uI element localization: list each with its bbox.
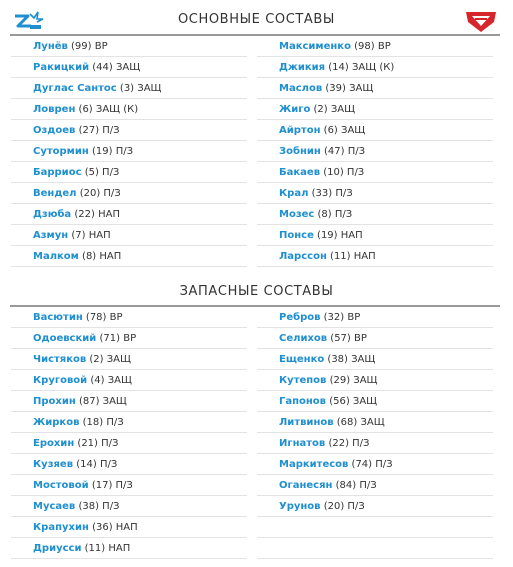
player-name-link[interactable]: Селихов [279, 333, 328, 344]
player-number: (20) [79, 188, 101, 199]
player-name-link[interactable]: Дзюба [33, 209, 72, 220]
player-position: НАП [108, 543, 131, 554]
player-row[interactable] [257, 141, 493, 162]
player-position: П/З [99, 459, 118, 470]
player-name-link[interactable]: Оздоев [33, 125, 76, 136]
player-row[interactable] [11, 349, 247, 370]
player-number: (10) [323, 167, 344, 178]
player-name-link[interactable]: Бакаев [279, 167, 321, 178]
subs-title: ЗАПАСНЫЕ СОСТАВЫ [179, 284, 334, 299]
player-row[interactable] [11, 328, 247, 349]
player-name-link[interactable]: Урунов [279, 501, 321, 512]
player-name-link[interactable]: Кутепов [279, 375, 327, 386]
player-position: ЗАЩ [330, 104, 356, 115]
player-position: ЗАЩ [341, 125, 366, 136]
player-number: (2) [89, 354, 104, 365]
player-position: ЗАЩ [349, 83, 374, 94]
player-name-link[interactable]: Литвинов [279, 417, 334, 428]
starting-away-list [257, 36, 493, 267]
player-number: (17) [91, 480, 113, 491]
player-row[interactable] [257, 246, 493, 267]
player-number: (22) [74, 209, 95, 220]
player-row[interactable] [257, 328, 493, 349]
player-row[interactable] [11, 475, 247, 496]
player-row[interactable] [257, 370, 493, 391]
player-position: П/З [102, 167, 120, 178]
player-number: (6) [323, 125, 338, 136]
player-position: П/З [103, 188, 121, 199]
player-position: ВР [109, 312, 123, 323]
player-number: (4) [90, 375, 105, 386]
player-number: (11) [330, 251, 351, 262]
player-name-link[interactable]: Ребров [279, 312, 321, 323]
player-row[interactable] [11, 36, 247, 57]
player-row[interactable] [257, 162, 493, 183]
player-name-link[interactable]: Ловрен [33, 104, 76, 115]
player-position: П/З [334, 209, 353, 220]
player-row[interactable] [11, 141, 247, 162]
player-name-link[interactable]: Жирков [33, 417, 80, 428]
player-position: ЗАЩ [137, 83, 162, 94]
spartak-logo-icon [464, 8, 498, 34]
player-number: (74) [351, 459, 373, 470]
player-number: (8) [82, 251, 97, 262]
player-number: (3) [119, 83, 135, 94]
player-number: (38) [78, 501, 99, 512]
player-number: (39) [325, 83, 346, 94]
player-number: (22) [328, 438, 349, 449]
player-number: (6) [78, 104, 93, 115]
player-number: (32) [323, 312, 345, 323]
empty-row [257, 538, 493, 559]
player-number: (33) [311, 188, 333, 199]
player-row[interactable] [11, 162, 247, 183]
player-position: НАП [98, 209, 120, 220]
player-number: (57) [330, 333, 351, 344]
player-row[interactable] [257, 475, 493, 496]
player-number: (5) [84, 167, 99, 178]
player-number: (38) [327, 354, 348, 365]
player-position: ЗАЩ [352, 396, 378, 407]
player-name-link[interactable]: Максименко [279, 41, 351, 52]
player-position: П/З [335, 188, 353, 199]
player-row[interactable] [11, 412, 247, 433]
player-position: НАП [340, 230, 363, 241]
player-number: (44) [92, 62, 113, 73]
player-name-link[interactable]: Дриусси [33, 543, 82, 554]
player-number: (2) [313, 104, 328, 115]
player-number: (27) [78, 125, 100, 136]
player-name-link[interactable]: Айртон [279, 125, 321, 136]
player-row[interactable] [11, 78, 247, 99]
player-position: НАП [115, 522, 138, 533]
player-row[interactable] [257, 412, 493, 433]
player-position: ЗАЩ [360, 417, 385, 428]
player-position: ВР [94, 41, 108, 52]
player-row[interactable] [257, 78, 493, 99]
player-number: (19) [317, 230, 338, 241]
player-position: НАП [88, 230, 111, 241]
player-name-link[interactable]: Прохин [33, 396, 76, 407]
player-position: П/З [101, 438, 119, 449]
player-name-link[interactable]: Зобнин [279, 146, 321, 157]
player-number: (19) [91, 146, 113, 157]
player-number: (29) [329, 375, 351, 386]
player-number: (98) [354, 41, 375, 52]
player-number: (18) [82, 417, 104, 428]
player-row[interactable] [11, 204, 247, 225]
player-name-link[interactable]: Игнатов [279, 438, 326, 449]
player-row[interactable] [11, 183, 247, 204]
player-row[interactable] [257, 433, 493, 454]
player-position: ВР [347, 312, 361, 323]
player-position: П/З [375, 459, 393, 470]
player-name-link[interactable]: Маркитесов [279, 459, 349, 470]
player-row[interactable] [257, 204, 493, 225]
player-row[interactable] [11, 99, 247, 120]
player-row[interactable] [257, 99, 493, 120]
player-number: (21) [77, 438, 98, 449]
player-row[interactable] [257, 496, 493, 517]
player-position: ЗАЩ [102, 396, 127, 407]
player-row[interactable] [11, 120, 247, 141]
player-position: ЗАЩ [353, 375, 378, 386]
player-position: ЗАЩ (К) [95, 104, 139, 115]
player-position: ВР [377, 41, 391, 52]
starting-lineups-title: ОСНОВНЫЕ СОСТАВЫ [177, 12, 336, 27]
player-name-link[interactable]: Понсе [279, 230, 314, 241]
player-name-link[interactable]: Маслов [279, 83, 323, 94]
player-position: П/З [359, 480, 377, 491]
player-position: П/З [115, 146, 133, 157]
player-name-link[interactable]: Дуглас Сантос [33, 83, 117, 94]
player-number: (14) [328, 62, 349, 73]
player-name-link[interactable]: Малком [33, 251, 79, 262]
player-row[interactable] [11, 57, 247, 78]
empty-row [257, 517, 493, 538]
player-position: П/З [347, 146, 366, 157]
player-position: П/З [106, 417, 124, 428]
player-row[interactable] [11, 246, 247, 267]
player-name-link[interactable]: Жиго [279, 104, 311, 115]
player-position: НАП [99, 251, 122, 262]
player-row[interactable] [11, 454, 247, 475]
starting-home-list [11, 36, 247, 267]
player-name-link[interactable]: Ерохин [33, 438, 75, 449]
player-number: (14) [76, 459, 97, 470]
player-position: ЗАЩ [116, 62, 141, 73]
player-name-link[interactable]: Кузяев [33, 459, 74, 470]
player-number: (7) [71, 230, 86, 241]
player-position: НАП [353, 251, 376, 262]
player-number: (71) [99, 333, 121, 344]
player-name-link[interactable]: Оганесян [279, 480, 333, 491]
player-number: (36) [92, 522, 113, 533]
player-name-link[interactable]: Одоевский [33, 333, 97, 344]
player-number: (78) [85, 312, 107, 323]
player-name-link[interactable]: Крапухин [33, 522, 89, 533]
player-name-link[interactable]: Крал [279, 188, 309, 199]
player-row[interactable] [11, 307, 247, 328]
player-row[interactable] [257, 183, 493, 204]
player-row[interactable] [11, 433, 247, 454]
player-name-link[interactable]: Чистяков [33, 354, 87, 365]
player-number: (87) [78, 396, 100, 407]
player-name-link[interactable]: Азмун [33, 230, 69, 241]
player-row[interactable] [11, 496, 247, 517]
player-name-link[interactable]: Лунёв [33, 41, 68, 52]
player-row[interactable] [257, 349, 493, 370]
player-number: (68) [336, 417, 358, 428]
player-position: ВР [123, 333, 137, 344]
player-position: П/З [102, 501, 120, 512]
player-row[interactable] [257, 57, 493, 78]
subs-away-list [257, 307, 493, 559]
player-row[interactable] [11, 538, 247, 559]
player-position: П/З [115, 480, 133, 491]
player-number: (20) [323, 501, 345, 512]
player-number: (99) [71, 41, 92, 52]
player-row[interactable] [257, 307, 493, 328]
player-number: (56) [329, 396, 350, 407]
player-name-link[interactable]: Васютин [33, 312, 83, 323]
player-row[interactable] [257, 225, 493, 246]
player-row[interactable] [11, 370, 247, 391]
player-position: ВР [354, 333, 367, 344]
player-position: ЗАЩ [107, 375, 132, 386]
player-row[interactable] [11, 225, 247, 246]
player-number: (8) [317, 209, 332, 220]
player-position: П/З [346, 167, 365, 178]
player-row[interactable] [257, 454, 493, 475]
player-name-link[interactable]: Вендел [33, 188, 77, 199]
player-row[interactable] [257, 36, 493, 57]
player-name-link[interactable]: Ещенко [279, 354, 325, 365]
player-position: ЗАЩ [351, 354, 376, 365]
player-row[interactable] [11, 391, 247, 412]
player-name-link[interactable]: Ракицкий [33, 62, 90, 73]
subs-home-list [11, 307, 247, 559]
player-name-link[interactable]: Круговой [33, 375, 88, 386]
player-name-link[interactable]: Гапонов [279, 396, 327, 407]
player-row[interactable] [11, 517, 247, 538]
player-name-link[interactable]: Мозес [279, 209, 315, 220]
player-name-link[interactable]: Сутормин [33, 146, 89, 157]
player-name-link[interactable]: Мостовой [33, 480, 89, 491]
player-position: ЗАЩ (К) [352, 62, 395, 73]
player-name-link[interactable]: Ларссон [279, 251, 327, 262]
player-position: ЗАЩ [106, 354, 131, 365]
player-position: П/З [352, 438, 370, 449]
player-row[interactable] [257, 120, 493, 141]
player-position: П/З [102, 125, 120, 136]
player-number: (47) [323, 146, 345, 157]
player-position: П/З [347, 501, 365, 512]
player-name-link[interactable]: Джикия [279, 62, 326, 73]
player-name-link[interactable]: Мусаев [33, 501, 76, 512]
player-number: (84) [335, 480, 357, 491]
player-row[interactable] [257, 391, 493, 412]
player-number: (11) [84, 543, 106, 554]
player-name-link[interactable]: Барриос [33, 167, 82, 178]
